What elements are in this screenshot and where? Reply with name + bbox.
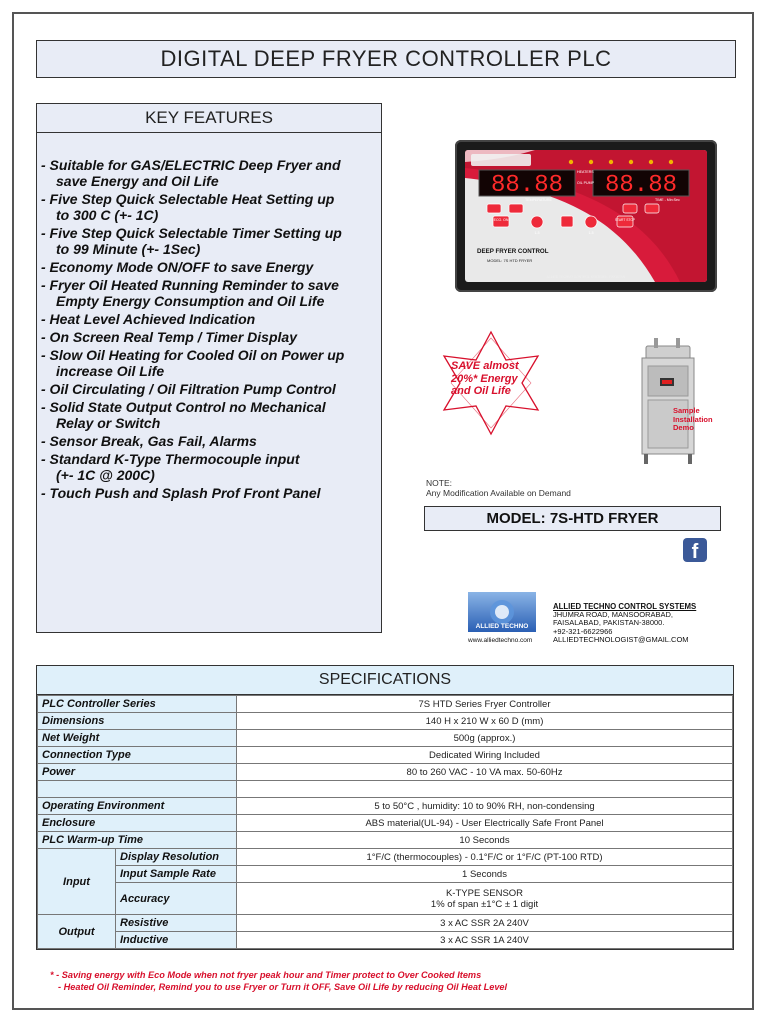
table-row: Connection Type Dedicated Wiring Included xyxy=(38,747,733,764)
table-row: Input Sample Rate 1 Seconds xyxy=(38,866,733,883)
svg-text:START STOP: START STOP xyxy=(614,218,636,222)
controller-face-graphic xyxy=(465,150,707,282)
footnotes xyxy=(50,969,507,993)
company-url[interactable]: www.alliedtechno.com xyxy=(468,637,533,644)
table-row: Dimensions 140 H x 210 W x 60 D (mm) xyxy=(38,713,733,730)
feature-item: - Economy Mode ON/OFF to save Energy xyxy=(41,259,314,275)
table-row: Operating Environment 5 to 50°C , humidity: 10 to 90% RH, non-condensing xyxy=(38,798,733,815)
key-features-box xyxy=(36,103,382,633)
facebook-icon[interactable]: f xyxy=(683,538,707,562)
fryer-image xyxy=(636,338,708,464)
feature-item: - Five Step Quick Selectable Heat Setting up to 300 C (+- 1C) xyxy=(41,191,335,223)
heaters-label: HEATERS xyxy=(577,170,594,174)
plus-button-left xyxy=(509,204,523,213)
table-row: Inductive 3 x AC SSR 1A 240V xyxy=(38,932,733,949)
footnote-1: * - Saving energy with Eco Mode when not fryer peak hour and Timer protect to Over Cooked Items xyxy=(50,970,482,980)
svg-text:1-5: 1-5 xyxy=(588,231,594,235)
save-badge-text: SAVE almost 20%* Energy and Oil Life xyxy=(451,360,519,397)
feature-item: - Oil Circulating / Oil Filtration Pump Control xyxy=(41,381,336,397)
timer-step-button xyxy=(585,216,597,228)
temperature-label: TEMPERATURE xyxy=(525,198,552,202)
table-row: PLC Controller Series 7S HTD Series Fryer Controller xyxy=(38,696,733,713)
plus-button-right xyxy=(645,204,659,213)
feature-item: - Standard K-Type Thermocouple input (+- 1C @ 200C) xyxy=(41,451,300,483)
panel-maker: ALLIED TECHNO CONTROL SYSTEMS - PAKISTAN xyxy=(546,275,626,279)
feature-item: - Sensor Break, Gas Fail, Alarms xyxy=(41,433,257,449)
svg-text:ECO. ON: ECO. ON xyxy=(493,218,509,222)
heat-step-button xyxy=(531,216,543,228)
note-text: Any Modification Available on Demand xyxy=(426,488,571,498)
page-title: DIGITAL DEEP FRYER CONTROLLER PLC xyxy=(36,40,736,78)
temperature-display: 88.88 xyxy=(490,172,564,199)
time-label: TIME - Min:Sec xyxy=(655,198,680,202)
feature-item: - Slow Oil Heating for Cooled Oil on Power up increase Oil Life xyxy=(41,347,345,379)
company-phone: +92-321-6622966 xyxy=(553,626,613,636)
feature-item: - On Screen Real Temp / Timer Display xyxy=(41,329,297,345)
key-features-list xyxy=(37,133,381,501)
sample-installation-label: Sample Installation Demo xyxy=(673,406,713,432)
key-features-heading: KEY FEATURES xyxy=(37,104,381,133)
company-address-1: JHUMRA ROAD, MANSOORABAD, xyxy=(553,610,674,620)
table-row: PLC Warm-up Time 10 Seconds xyxy=(38,832,733,849)
model-label: MODEL: 7S-HTD FRYER xyxy=(424,506,721,531)
feature-item: - Five Step Quick Selectable Timer Setting up to 99 Minute (+- 1Sec) xyxy=(41,225,342,257)
svg-text:1-5: 1-5 xyxy=(534,231,540,235)
table-row: Enclosure ABS material(UL-94) - User Electrically Safe Front Panel xyxy=(38,815,733,832)
feature-item: - Suitable for GAS/ELECTRIC Deep Fryer and save Energy and Oil Life xyxy=(41,157,341,189)
table-row-blank xyxy=(38,781,733,798)
panel-model: MODEL: 7S HTD FRYER xyxy=(487,258,533,263)
footnote-2: - Heated Oil Reminder, Remind you to use Fryer or Turn it OFF, Save Oil Life by reducing Oil Heat Level xyxy=(58,982,508,992)
company-info xyxy=(553,603,696,644)
feature-item: - Heat Level Achieved Indication xyxy=(41,311,256,327)
specifications-table xyxy=(36,665,734,950)
table-row: Accuracy K-TYPE SENSOR 1% of span ±1°C ± 1 digit xyxy=(38,883,733,915)
oil-pump-label: OIL PUMP xyxy=(577,181,595,185)
table-row: Power 80 to 260 VAC - 10 VA max. 50-60Hz xyxy=(38,764,733,781)
timer-display: 88.88 xyxy=(604,172,678,199)
minus-button-left xyxy=(487,204,501,213)
specifications-heading: SPECIFICATIONS xyxy=(37,666,733,695)
pump-button xyxy=(561,216,573,227)
panel-name: DEEP FRYER CONTROL xyxy=(477,248,549,255)
table-row: Output Resistive 3 x AC SSR 2A 240V xyxy=(38,915,733,932)
controller-panel-image xyxy=(455,140,717,292)
svg-text:ALLIED TECHNO: ALLIED TECHNO xyxy=(475,623,529,630)
table-row: Input Display Resolution 1°F/C (thermocouples) - 0.1°F/C or 1°F/C (PT-100 RTD) xyxy=(38,849,733,866)
minus-button-right xyxy=(623,204,637,213)
company-address-2: FAISALABAD, PAKISTAN-38000. xyxy=(553,618,665,628)
feature-item: - Fryer Oil Heated Running Reminder to save Empty Energy Consumption and Oil Life xyxy=(41,277,339,309)
table-row: Net Weight 500g (approx.) xyxy=(38,730,733,747)
company-email: ALLIEDTECHNOLOGIST@GMAIL.COM xyxy=(553,634,689,644)
company-name: ALLIED TECHNO CONTROL SYSTEMS xyxy=(553,602,697,611)
feature-item: - Solid State Output Control no Mechanical Relay or Switch xyxy=(41,399,326,431)
feature-item: - Touch Push and Splash Prof Front Panel xyxy=(41,485,321,501)
note-title: NOTE: xyxy=(426,478,452,488)
company-logo xyxy=(468,592,536,632)
note xyxy=(426,478,571,498)
